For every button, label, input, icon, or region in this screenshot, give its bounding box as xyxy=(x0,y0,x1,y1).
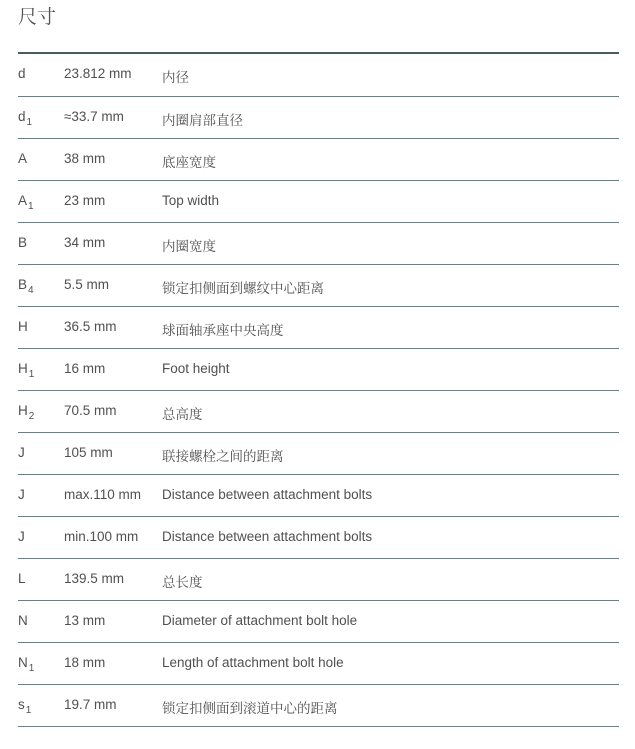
dimension-value: 19.7 mm xyxy=(64,684,162,726)
dimension-value: 23.812 mm xyxy=(64,53,162,96)
table-row xyxy=(18,96,619,138)
dimension-description: 内径 xyxy=(162,53,619,96)
dimension-description: 球面轴承座中央高度 xyxy=(162,306,619,348)
symbol-letter: N xyxy=(18,612,28,628)
dimension-value: 5.5 mm xyxy=(64,264,162,306)
dimensions-table-body xyxy=(18,53,619,726)
table-row xyxy=(18,558,619,600)
dimension-value: 23 mm xyxy=(64,180,162,222)
dimension-symbol xyxy=(18,684,64,726)
table-row xyxy=(18,138,619,180)
symbol-letter: B xyxy=(18,276,28,292)
dimension-value: 18 mm xyxy=(64,642,162,684)
table-row xyxy=(18,684,619,726)
table-row xyxy=(18,600,619,642)
dimension-symbol xyxy=(18,642,64,684)
dimension-value: ≈33.7 mm xyxy=(64,96,162,138)
table-row xyxy=(18,474,619,516)
table-row xyxy=(18,390,619,432)
dimension-symbol xyxy=(18,222,64,264)
symbol-letter: N xyxy=(18,654,28,670)
dimension-value: max.110 mm xyxy=(64,474,162,516)
dimension-symbol xyxy=(18,600,64,642)
dimension-value: 105 mm xyxy=(64,432,162,474)
table-row xyxy=(18,180,619,222)
table-row xyxy=(18,642,619,684)
dimension-value: 13 mm xyxy=(64,600,162,642)
dimension-description: 内圈宽度 xyxy=(162,222,619,264)
dimensions-table xyxy=(18,52,619,727)
dimension-symbol xyxy=(18,390,64,432)
symbol-letter: B xyxy=(18,234,28,250)
dimension-symbol xyxy=(18,306,64,348)
dimension-value: 36.5 mm xyxy=(64,306,162,348)
symbol-letter: d xyxy=(18,108,26,124)
dimension-description: 总高度 xyxy=(162,390,619,432)
table-row xyxy=(18,348,619,390)
table-row xyxy=(18,306,619,348)
dimension-description: Distance between attachment bolts xyxy=(162,516,619,558)
table-row xyxy=(18,222,619,264)
symbol-letter: H xyxy=(18,360,28,376)
symbol-subscript: 1 xyxy=(28,368,35,380)
dimension-description: Foot height xyxy=(162,348,619,390)
dimension-value: 70.5 mm xyxy=(64,390,162,432)
dimension-value: min.100 mm xyxy=(64,516,162,558)
symbol-letter: H xyxy=(18,318,28,334)
symbol-letter: L xyxy=(18,570,26,586)
symbol-letter: s xyxy=(18,696,25,712)
symbol-subscript: 1 xyxy=(28,662,35,674)
dimension-description: Top width xyxy=(162,180,619,222)
dimension-description: 总长度 xyxy=(162,558,619,600)
symbol-letter: J xyxy=(18,486,25,502)
symbol-subscript: 1 xyxy=(28,200,34,212)
page-title: 尺寸 xyxy=(18,6,57,28)
dimension-value: 38 mm xyxy=(64,138,162,180)
table-row xyxy=(18,264,619,306)
symbol-subscript: 4 xyxy=(28,284,34,296)
dimension-value: 34 mm xyxy=(64,222,162,264)
dimension-description: 内圈肩部直径 xyxy=(162,96,619,138)
symbol-letter: A xyxy=(18,192,28,208)
symbol-letter: J xyxy=(18,444,25,460)
dimension-symbol xyxy=(18,53,64,96)
dimension-symbol xyxy=(18,180,64,222)
symbol-letter: H xyxy=(18,402,28,418)
dimension-symbol xyxy=(18,264,64,306)
dimension-value: 139.5 mm xyxy=(64,558,162,600)
dimension-description: Length of attachment bolt hole xyxy=(162,642,619,684)
table-row xyxy=(18,516,619,558)
dimension-symbol xyxy=(18,558,64,600)
symbol-letter: d xyxy=(18,66,26,81)
dimension-symbol xyxy=(18,432,64,474)
dimension-value: 16 mm xyxy=(64,348,162,390)
table-row xyxy=(18,53,619,96)
symbol-letter: J xyxy=(18,528,25,544)
dimension-description: 联接螺栓之间的距离 xyxy=(162,432,619,474)
dimension-symbol xyxy=(18,348,64,390)
dimension-symbol xyxy=(18,474,64,516)
dimension-description: 锁定扣侧面到螺纹中心距离 xyxy=(162,264,619,306)
dimension-description: Diameter of attachment bolt hole xyxy=(162,600,619,642)
dimension-description: Distance between attachment bolts xyxy=(162,474,619,516)
symbol-subscript: 1 xyxy=(25,704,32,716)
dimension-description: 锁定扣侧面到滚道中心的距离 xyxy=(162,684,619,726)
dimension-description: 底座宽度 xyxy=(162,138,619,180)
symbol-subscript: 2 xyxy=(28,410,35,422)
dimension-symbol xyxy=(18,96,64,138)
dimension-symbol xyxy=(18,516,64,558)
dimension-symbol xyxy=(18,138,64,180)
symbol-subscript: 1 xyxy=(26,116,33,128)
symbol-letter: A xyxy=(18,150,28,166)
table-row xyxy=(18,432,619,474)
